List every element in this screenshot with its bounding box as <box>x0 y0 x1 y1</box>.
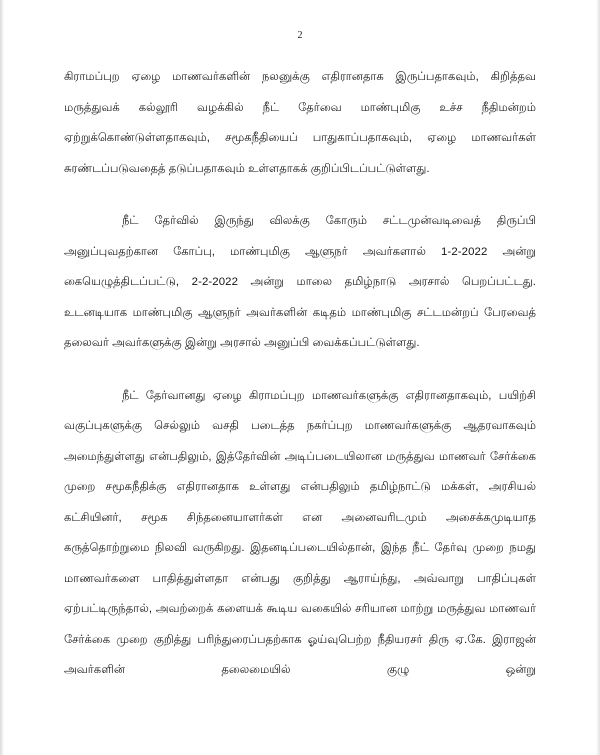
paragraph-3: நீட் தேர்வானது ஏழை கிராமப்புற மாணவர்களுக்கு எதிரானதாகவும், பயிற்சி வகுப்புகளுக்கு செல்லும் வசதி படைத்த நகர்ப்புற மாணவர்களுக்கு ஆதரவாகவும் அமைந்துள்ளது என்பதிலும், இத்தேர்வின் அடிப்படையிலான மருத்துவ மாணவர் சேர்க்கை முறை சமூகநீதிக்கு எதிரானதாக உள்ளது என்பதிலும் தமிழ்நாட்டு மக்கள், அரசியல் கட்சியினர், சமூக சிந்தனையாளர்கள் என அனைவரிடமும் அசைக்கமுடியாத கருத்தொற்றுமை நிலவி வருகிறது. இதனடிப்படையில்தான், இந்த நீட் தேர்வு முறை நமது மாணவர்களை பாதித்துள்ளதா என்பது குறித்து ஆராய்ந்து, அவ்வாறு பாதிப்புகள் ஏற்பட்டிருந்தால், அவற்றைக் களையக் கூடிய வகையில் சரியான மாற்று மருத்துவ மாணவர் சேர்க்கை முறை குறித்து பரிந்துரைப்பதற்காக ஓய்வுபெற்ற நீதியரசர் திரு ஏ.கே. இராஜன் அவர்களின் தலைமையில் குழு ஒன்று <box>64 389 536 676</box>
paragraph-2: நீட் தேர்வில் இருந்து விலக்கு கோரும் சட்டமுன்வடிவைத் திருப்பி அனுப்புவதற்கான கோப்பு, மாண்புமிகு ஆளுநர் அவர்களால் 1-2-2022 அன்று கையெழுத்திடப்பட்டு, 2-2-2022 அன்று மாலை தமிழ்நாடு அரசால் பெறப்பட்டது. உடனடியாக மாண்புமிகு ஆளுநர் அவர்களின் கடிதம் மாண்புமிகு சட்டமன்றப் பேரவைத் தலைவர் அவர்களுக்கு இன்று அரசால் அனுப்பி வைக்கப்பட்டுள்ளது. <box>64 215 536 349</box>
page-left-edge-shadow <box>0 0 4 755</box>
page-right-edge-shadow <box>596 0 600 755</box>
paragraph-1: கிராமப்புற ஏழை மாணவர்களின் நலனுக்கு எதிரானதாக இருப்பதாகவும், கிறித்தவ மருத்துவக் கல்லூரி வழக்கில் நீட் தேர்வை மாண்புமிகு உச்ச நீதிமன்றம் ஏற்றுக்கொண்டுள்ளதாகவும், சமூகநீதியைப் பாதுகாப்பதாகவும், ஏழை மாணவர்கள் சுரண்டப்படுவதைத் தடுப்பதாகவும் உள்ளதாகக் குறிப்பிடப்பட்டுள்ளது. <box>64 71 536 175</box>
document-body <box>64 62 536 716</box>
page-number: 2 <box>297 30 303 41</box>
